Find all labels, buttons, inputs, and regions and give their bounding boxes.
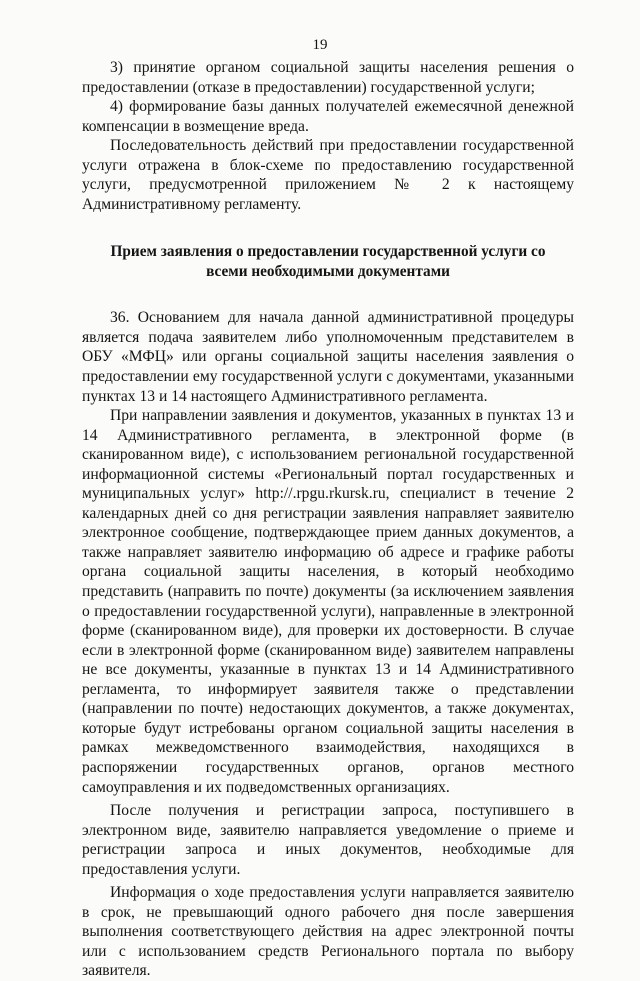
paragraph-item-4: 4) формирование базы данных получателей ежемесячной денежной компенсации в возмещение вреда. <box>82 98 574 135</box>
page-number: 19 <box>312 37 328 53</box>
document-body <box>82 58 574 981</box>
paragraph-progress-info: Информация о ходе предоставления услуги направляется заявителю в срок, не превышающий одного рабочего дня после завершения выполнения соответствующего действия на адрес электронной почты или с использованием средств Регионального портала по выбору заявителя. <box>82 884 574 980</box>
paragraph-36: 36. Основанием для начала данной административной процедуры является подача заявителем либо уполномоченным представителем в ОБУ «МФЦ» или органы социальной защиты населения заявления о предоставлении ему государственной услуги с документами, указанными пунктах 13 и 14 настоящего Административного регламента. <box>82 309 574 405</box>
paragraph-sequence: Последовательность действий при предоставлении государственной услуги отражена в блок-схеме по предоставлению государственной услуги, предусмотренной приложением № 2 к настоящему Административному регламенту. <box>82 137 574 213</box>
section-heading: Прием заявления о предоставлении государственной услуги со всеми необходимыми документами <box>110 243 546 280</box>
paragraph-electronic-submission: При направлении заявления и документов, указанных в пунктах 13 и 14 Административного регламента, в электронной форме (в сканированном виде), с использованием региональной государственной информационной системы «Региональный портал государственных и муниципальных услуг» http://.rpgu.rkursk.ru, специалист в течение 2 календарных дней со дня регистрации заявления направляет заявителю электронное сообщение, подтверждающее прием данных документов, а также направляет заявителю информацию об адресе и графике работы органа социальной защиты населения, в который необходимо представить (направить по почте) документы (за исключением заявления о предоставлении государственной услуги), направленные в электронной форме (сканированном виде), для проверки их достоверности. В случае если в электронной форме (сканированном виде) заявителем направлены не все документы, указанные в пунктах 13 и 14 Административного регламента, то информирует заявителя также о представлении (направлении по почте) недостающих документов, а также документах, которые будут истребованы органом социальной защиты населения в рамках межведомственного взаимодействия, находящихся в распоряжении государственных органов, органов местного самоуправления и их подведомственных организациях. <box>82 407 574 796</box>
paragraph-item-3: 3) принятие органом социальной защиты населения решения о предоставлении (отказе в предоставлении) государственной услуги; <box>82 59 574 96</box>
paragraph-notification: После получения и регистрации запроса, поступившего в электронном виде, заявителю направляется уведомление о приеме и регистрации запроса и иных документов, необходимые для предоставления услуги. <box>82 802 574 878</box>
